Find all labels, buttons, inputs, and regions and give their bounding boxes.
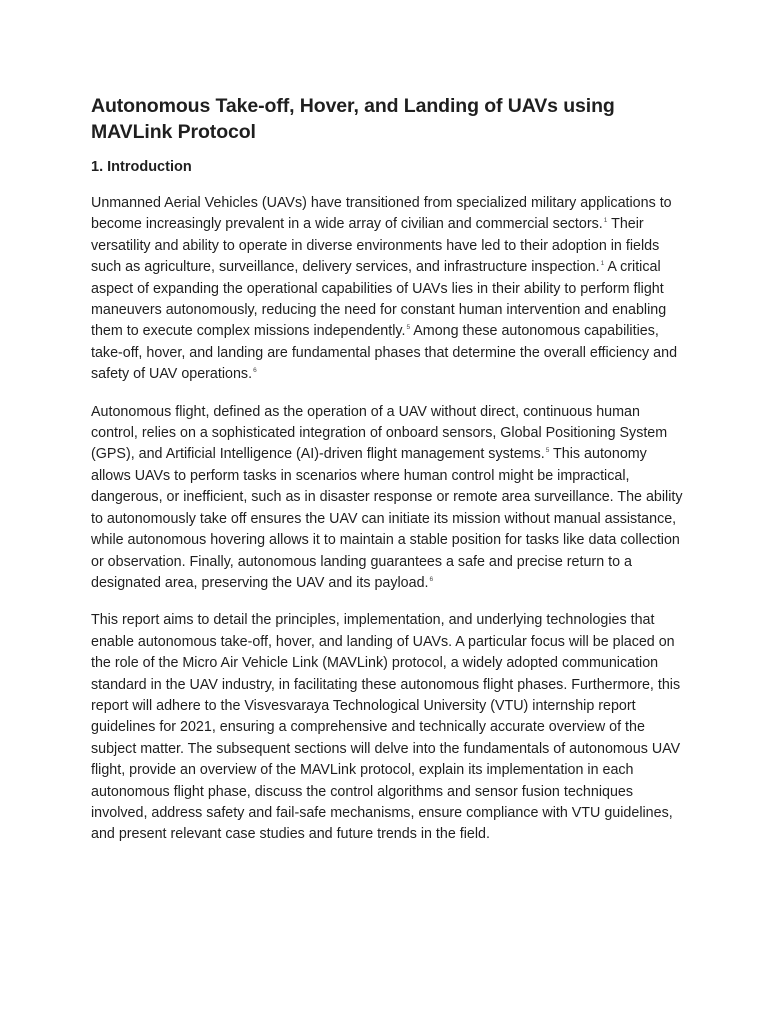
paragraph-text: Unmanned Aerial Vehicles (UAVs) have transitioned from specialized military applications to become increasingly prevalent in a wide array of civilian and commercial sectors. xyxy=(91,195,672,233)
paragraph-3 xyxy=(91,610,687,845)
paragraph-text: Autonomous flight, defined as the operation of a UAV without direct, continuous human control, relies on a sophisticated integration of onboard sensors, Global Positioning System (GPS), and Artificial Intelligence (AI)-driven flight management systems. xyxy=(91,403,668,463)
footnote-ref: 5 xyxy=(406,324,411,332)
document-title: Autonomous Take-off, Hover, and Landing of UAVs using MAVLink Protocol xyxy=(91,95,615,143)
paragraph-2 xyxy=(91,402,687,595)
section-heading: 1. Introduction xyxy=(91,159,192,175)
footnote-ref: 1 xyxy=(600,260,605,268)
footnote-ref: 1 xyxy=(603,217,608,225)
paragraph-text: Their versatility and ability to operate in diverse environments have led to their adoption in fields such as agriculture, surveillance, delivery services, and infrastructure inspection. xyxy=(91,216,660,276)
paragraph-text: A critical aspect of expanding the operational capabilities of UAVs lies in their ability to perform flight maneuvers autonomously, reducing the need for constant human intervention and enabling them to execute complex missions independently. xyxy=(91,259,667,340)
footnote-ref: 6 xyxy=(429,575,434,583)
footnote-ref: 6 xyxy=(253,367,257,375)
document-page xyxy=(91,93,687,862)
paragraph-text: This autonomy allows UAVs to perform tasks in scenarios where human control might be impractical, dangerous, or inefficient, such as in disaster response or remote area surveillance. The ability to autonomously take off ensures the UAV can initiate its mission without manual assistance, while autonomous hovering allows it to maintain a stable position for tasks like data collection or observation. Finally, autonomous landing guarantees a safe and precise return to a designated area, preserving the UAV and its payload. xyxy=(91,446,683,591)
paragraph-1 xyxy=(91,193,687,386)
paragraph-text: This report aims to detail the principles, implementation, and underlying technologies that enable autonomous take-off, hover, and landing of UAVs. A particular focus will be placed on the role of the Micro Air Vehicle Link (MAVLink) protocol, a widely adopted communication standard in the UAV industry, in facilitating these autonomous flight phases. Furthermore, this report will adhere to the Visvesvaraya Technological University (VTU) internship report guidelines for 2021, ensuring a comprehensive and technically accurate overview of the subject matter. The subsequent sections will delve into the fundamentals of autonomous UAV flight, provide an overview of the MAVLink protocol, explain its implementation in each autonomous flight phase, discuss the control algorithms and sensor fusion techniques involved, address safety and fail-safe mechanisms, ensure compliance with VTU guidelines, and present relevant case studies and future trends in the field. xyxy=(91,612,681,843)
footnote-ref: 5 xyxy=(545,447,550,455)
paragraph-text: Among these autonomous capabilities, take-off, hover, and landing are fundamental phases that determine the overall efficiency and safety of UAV operations. xyxy=(91,323,678,383)
